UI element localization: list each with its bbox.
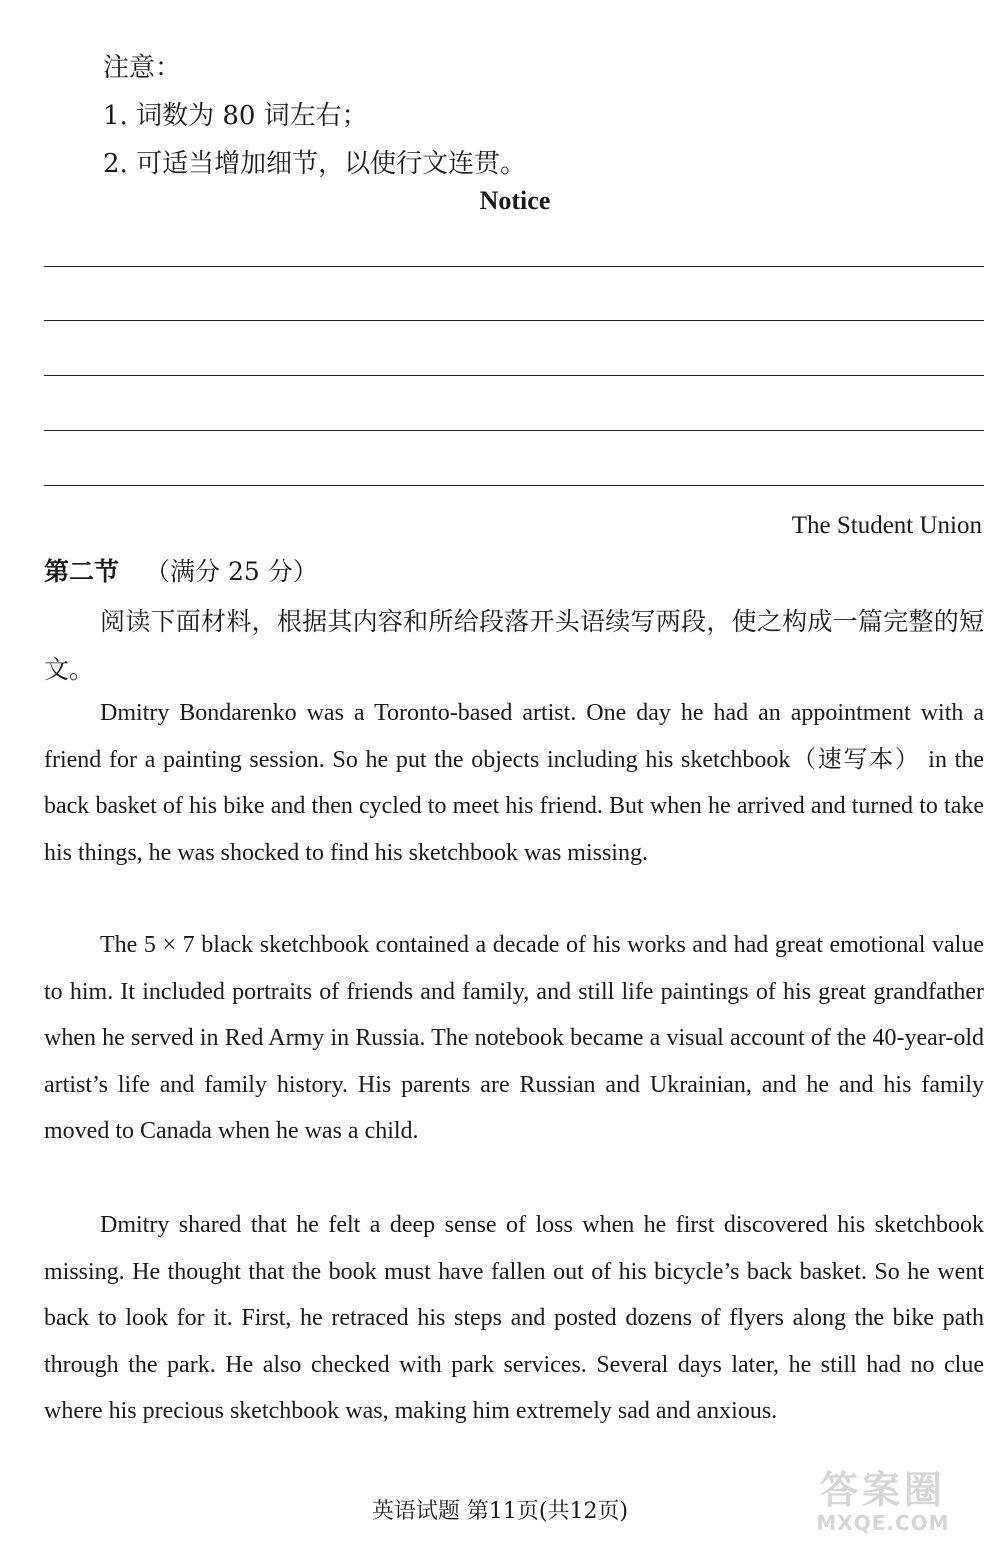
writing-line-2 [44,320,984,321]
watermark-url: MXQE.COM [816,1511,950,1535]
section-title: 第二节 [44,557,120,586]
section-score: （满分 25 分） [145,557,318,586]
notes-block [103,44,526,188]
instruction-text: 阅读下面材料，根据其内容和所给段落开头语续写两段，使之构成一篇完整的短文。 [44,607,984,684]
note-item-2: 2. 可适当增加细节，以使行文连贯。 [103,149,527,179]
note-item-1: 1. 词数为 80 词左右； [103,101,368,131]
section-header [44,552,318,588]
notice-title: Notice [479,186,551,215]
passage-paragraph-2: The 5 × 7 black sketchbook contained a decade of his works and had great emotional value to him. It included portraits of friends and family, and still life paintings of his great grandfather when he served in Red Army in Russia. The notebook became a visual account of the 40-year-old artist’s life and family history. His parents are Russian and Ukrainian, and he and his family moved to Canada when he was a child. [44,932,984,1144]
notice-signature: The Student Union [791,512,982,539]
passage-paragraph-3: Dmitry shared that he felt a deep sense of loss when he first discovered his sketchbook missing. He thought that the book must have fallen out of his bicycle’s back basket. So he went back to look for it. First, he retraced his steps and posted dozens of flyers along the bike path through the park. He also checked with park services. Several days later, he still had no clue where his precious sketchbook was, making him extremely sad and anxious. [44,1212,984,1424]
writing-line-4 [44,430,984,431]
watermark-logo-text: 答案圈 [819,1468,946,1512]
notes-heading: 注意： [103,53,182,83]
passage-paragraph-1: Dmitry Bondarenko was a Toronto-based artist. One day he had an appointment with a friend for a painting session. So he put the objects including his sketchbook（速写本） in the back basket of his bike and then cycled to meet his friend. But when he arrived and turned to take his things, he was shocked to find his sketchbook was missing. [44,700,984,866]
writing-line-3 [44,375,984,376]
watermark-logo [788,1470,978,1540]
writing-line-5 [44,485,984,486]
writing-line-1 [44,266,984,267]
page-footer: 英语试题 第11页(共12页) [371,1499,629,1524]
